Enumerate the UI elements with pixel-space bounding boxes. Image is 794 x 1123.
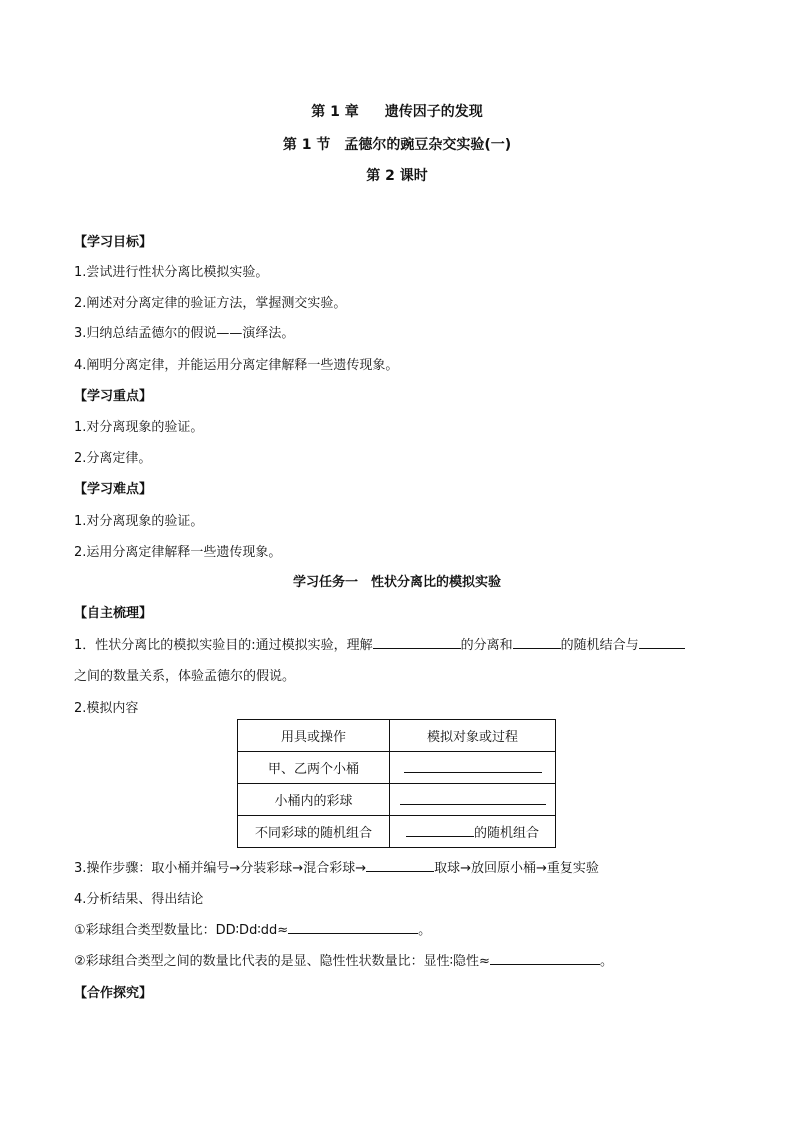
answer-blank[interactable] [288, 920, 418, 934]
answer-blank[interactable] [490, 951, 600, 965]
objective-item: 4.阐明分离定律，并能运用分离定律解释一些遗传现象。 [74, 358, 399, 373]
key-point-item: 1.对分离现象的验证。 [74, 420, 204, 435]
difficulty-item: 1.对分离现象的验证。 [74, 514, 204, 529]
question-4: 4.分析结果、得出结论 [74, 892, 204, 907]
key-point-item: 2.分离定律。 [74, 451, 152, 466]
task-title: 学习任务一 性状分离比的模拟实验 [292, 575, 501, 590]
table-cell-answer [390, 752, 556, 784]
objectives-heading: 【学习目标】 [74, 235, 153, 250]
table-row [238, 752, 556, 784]
table-header-cell: 模拟对象或过程 [390, 720, 556, 752]
answer-blank[interactable] [513, 635, 561, 649]
objective-item: 3.归纳总结孟德尔的假说——演绎法。 [74, 326, 295, 341]
section-number: 第 1 节 [282, 137, 331, 153]
chapter-title: 遗传因子的发现 [384, 104, 483, 120]
simulation-table [237, 719, 556, 848]
answer-blank[interactable] [639, 635, 685, 649]
key-points-heading: 【学习重点】 [74, 389, 153, 404]
table-row [238, 816, 556, 848]
table-cell-item: 甲、乙两个小桶 [238, 752, 390, 784]
objective-item: 2.阐述对分离定律的验证方法，掌握测交实验。 [74, 296, 347, 311]
objective-item: 1.尝试进行性状分离比模拟实验。 [74, 265, 269, 280]
answer-blank[interactable] [373, 635, 461, 649]
table-cell-item: 小桶内的彩球 [238, 784, 390, 816]
table-header-cell: 用具或操作 [238, 720, 390, 752]
section-heading [0, 134, 794, 154]
chapter-number: 第 1 章 [311, 104, 359, 120]
question-1-line-2: 之间的数量关系，体验孟德尔的假说。 [74, 669, 296, 684]
question-3: 3.操作步骤：取小桶并编号→分装彩球→混合彩球→ 取球→放回原小桶→重复实验 [74, 857, 599, 876]
question-2: 2.模拟内容 [74, 701, 139, 716]
table-cell-answer: 的随机组合 [390, 816, 556, 848]
lesson-heading: 第 2 课时 [366, 168, 428, 184]
chapter-heading [0, 101, 794, 121]
question-4-1: ①彩球组合类型数量比：DD∶Dd∶dd≈ 。 [74, 919, 431, 938]
answer-blank[interactable] [400, 791, 546, 805]
table-cell-answer [390, 784, 556, 816]
answer-blank[interactable] [404, 759, 542, 773]
table-cell-item: 不同彩球的随机组合 [238, 816, 390, 848]
table-header-row [238, 720, 556, 752]
answer-blank[interactable] [406, 823, 474, 837]
difficulties-heading: 【学习难点】 [74, 482, 153, 497]
question-4-2: ②彩球组合类型之间的数量比代表的是显、隐性性状数量比：显性∶隐性≈ 。 [74, 950, 613, 969]
cooperation-heading: 【合作探究】 [74, 986, 153, 1001]
answer-blank[interactable] [366, 858, 434, 872]
section-title: 孟德尔的豌豆杂交实验(一) [344, 137, 512, 153]
table-row [238, 784, 556, 816]
self-study-heading: 【自主梳理】 [74, 606, 153, 621]
difficulty-item: 2.运用分离定律解释一些遗传现象。 [74, 545, 282, 560]
question-1-line-1: 1．性状分离比的模拟实验目的:通过模拟实验，理解 的分离和 的随机结合与 [74, 634, 685, 653]
